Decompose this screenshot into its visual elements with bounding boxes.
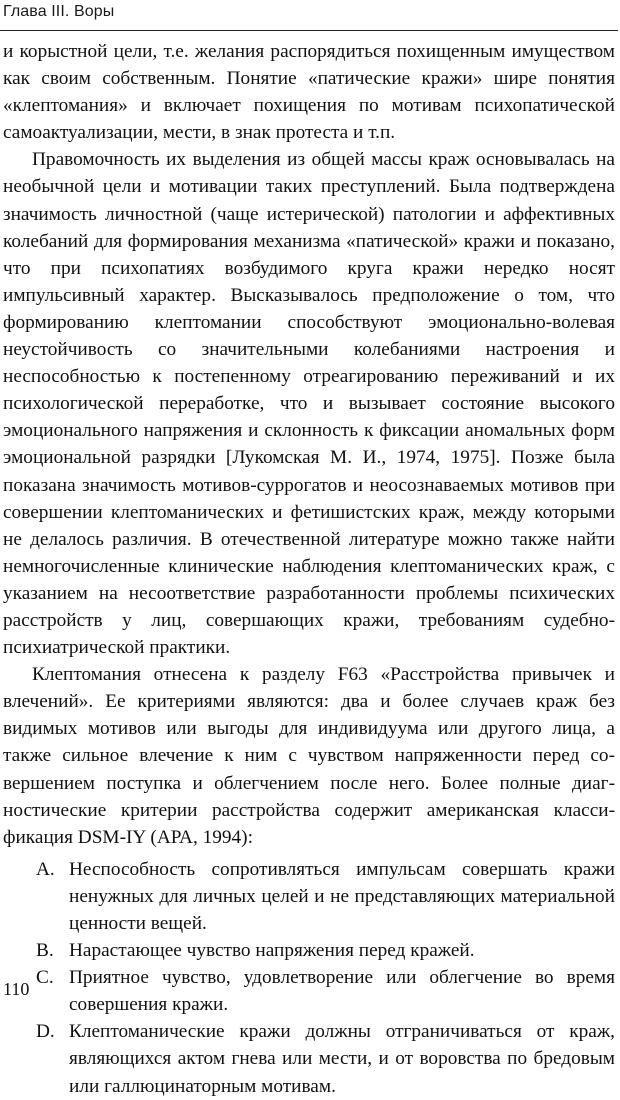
paragraph: Правомочность их выделения из общей массы краж основывалась на необычной цели и мотивации таких преступлений. Была подтверждена значимость личностной (чаще истерической) патологии и аффективных колебаний для формирования механизма «патической» кражи и показано, что при психопатиях возбудимого круга кражи нередко носят импульсивный характер. Высказывалось предположение о том, что формированию клептомании способствуют эмоционально-волевая неустойчивость со значительными колебаниями настроения и неспособностью к постепенному отреагированию переживаний и их психологической переработке, что и вызывает состояние высокого эмоционального напряжения и склонность к фиксации аномальных форм эмоциональной разрядки [Лукомская М. И., 1974, 1975]. Позже была показана значимость мотивов-суррогатов и неосознаваемых мотивов при совершении клептоманических и фетишистских краж, между которыми не делалось различия. В отечественной литературе можно также найти немногочисленные клинические наблюдения клептоманических краж, с указанием на несоответствие разработанности проблемы психических расстройств у лиц, совершающих кражи, требованиям судебно-психиатрической практики. [3, 149, 615, 659]
page-number: 110 [3, 979, 30, 999]
criteria-item [3, 1018, 615, 1099]
criteria-text: Неспособность сопротивляться импульсам совершать кражи ненужных для личных целей и не представляющих материальной ценности вещей. [69, 858, 615, 934]
criteria-item [3, 964, 615, 1018]
criteria-text: Приятное чувство, удовлетворение или облегчение во время совершения кражи. [69, 967, 615, 1016]
header-rule [0, 30, 618, 31]
criteria-marker: B. [36, 940, 54, 962]
page-body [3, 38, 615, 1100]
running-head: Глава III. Воры [3, 3, 115, 20]
criteria-marker: C. [36, 967, 54, 989]
paragraph: Клептомания отнесена к разделу F63 «Расстройства привычек и влечений». Ее критериями являются: два и более случаев краж без видимых мотивов или выгоды для индивидуума или другого лица, а также сильное влечение к ним с чувством напряженности перед совершением поступка и облегчением после него. Более полные диагностические критерии расстройства содержит американская классификация DSM-IY (АРА, 1994): [3, 664, 615, 848]
criteria-item [3, 937, 615, 964]
criteria-text: Нарастающее чувство напряжения перед кражей. [69, 940, 475, 962]
criteria-list [3, 856, 615, 1100]
criteria-text: Клептоманические кражи должны отграничиваться от краж, являющихся актом гнева или мести, и от воровства по бредовым или галлюцинаторным мотивам. [69, 1021, 615, 1097]
criteria-marker: D. [36, 1021, 55, 1043]
paragraph-continuation: и корыстной цели, т.е. желания распорядиться похищенным имуществом как своим собственным. Понятие «патические кражи» шире понятия «клептомания» и включает похищения по мотивам психопатической самоактуализации, мести, в знак протеста и т.п. [3, 41, 615, 144]
criteria-marker: A. [36, 858, 55, 880]
criteria-item [3, 856, 615, 937]
